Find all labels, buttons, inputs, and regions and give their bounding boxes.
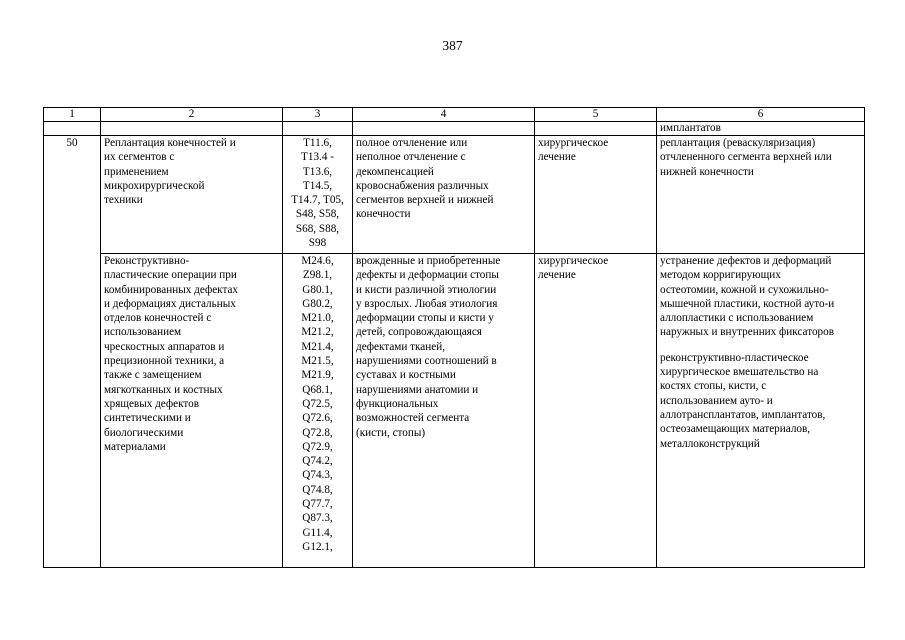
procedure-name-line: биологическими <box>104 426 184 439</box>
treatment-method-line: остеотомии, кожной и сухожильно- <box>660 283 829 296</box>
procedure-name-line: материалами <box>104 440 166 453</box>
treatment-type-line: лечение <box>538 269 576 282</box>
table-cell: имплантатов <box>657 122 865 136</box>
treatment-method-line: аллопластики с использованием <box>660 312 814 325</box>
condition-line: сегментов верхней и нижней <box>356 194 494 207</box>
procedure-name-line: синтетическими и <box>104 412 191 425</box>
treatment-type-line: хирургическое <box>538 137 609 149</box>
table-cell <box>283 122 353 136</box>
header-cell: 4 <box>353 108 535 122</box>
treatment-method-line: хирургическое вмешательство на <box>660 366 819 379</box>
treatment-method-line: мышечной пластики, костной ауто-и <box>660 297 835 310</box>
treatment-method-line: металлоконструкций <box>660 437 760 450</box>
treatment-method-line: костях стопы, кисти, с <box>660 380 767 393</box>
page-number: 387 <box>442 38 463 53</box>
procedure-name-line: применением <box>104 165 169 178</box>
treatment-method-line: реконструктивно-пластическое <box>660 351 809 364</box>
continuation-row <box>44 122 865 136</box>
icd-code: Q74.3, <box>302 469 333 482</box>
icd-code: S98 <box>308 237 327 250</box>
table-row <box>44 254 865 568</box>
condition-line: дефекты и деформации стопы <box>356 269 499 282</box>
header-cell: 2 <box>101 108 283 122</box>
condition-line: нарушениями соотношений в <box>356 355 497 368</box>
treatment-type-line: хирургическое <box>538 255 609 267</box>
treatment-type-cell <box>535 136 657 254</box>
header-row <box>44 108 865 122</box>
procedure-name-cell <box>101 136 283 254</box>
condition-line: деформации стопы и кисти у <box>356 312 494 325</box>
procedure-name-line: техники <box>104 194 143 207</box>
table-cell <box>44 122 101 136</box>
condition-line: возможностей сегмента <box>356 412 470 425</box>
procedure-name-line: их сегментов с <box>104 151 175 164</box>
procedure-name-line: чрескостных аппаратов и <box>104 340 225 353</box>
procedure-name-line: мягкотканных и костных <box>104 383 223 396</box>
procedure-name-line: микрохирургической <box>104 179 205 192</box>
condition-line: дефектами тканей, <box>356 340 446 353</box>
treatment-method-line: наружных и внутренних фиксаторов <box>660 326 835 339</box>
treatment-method-line: устранение дефектов и деформаций <box>660 255 832 267</box>
condition-line: у взрослых. Любая этиология <box>356 297 498 310</box>
icd-code: Q87.3, <box>302 512 333 525</box>
procedure-name-line: и деформациях дистальных <box>104 297 236 310</box>
procedure-name-line: пластические операции при <box>104 269 237 282</box>
condition-line: нарушениями анатомии и <box>356 383 479 396</box>
treatment-type-cell <box>535 254 657 568</box>
row-number-cell: 50 <box>44 136 101 568</box>
paragraph-gap <box>660 340 861 351</box>
icd-code: T14.5, <box>302 179 333 192</box>
treatment-method-line: использованием ауто- и <box>660 394 773 407</box>
condition-cell <box>353 136 535 254</box>
procedure-name-line: хрящевых дефектов <box>104 397 200 410</box>
icd-code: T14.7, T05, <box>291 194 344 207</box>
icd-code: Q72.5, <box>302 397 333 410</box>
condition-line: (кисти, стопы) <box>356 426 426 439</box>
condition-line: декомпенсацией <box>356 165 434 178</box>
icd-code: S48, S58, <box>295 208 340 221</box>
icd-code: T13.4 - <box>301 151 334 164</box>
treatment-method-cell <box>657 136 865 254</box>
table-cell <box>353 122 535 136</box>
icd-code: M21.4, <box>301 340 334 353</box>
icd-code: G80.1, <box>302 283 333 296</box>
condition-line: функциональных <box>356 397 439 410</box>
icd-code: Q68.1, <box>302 383 333 396</box>
procedure-name-line: Реконструктивно- <box>104 255 190 267</box>
condition-line: неполное отчленение с <box>356 151 466 164</box>
icd-codes-cell <box>283 254 353 568</box>
treatment-method-line: реплантация (реваскуляризация) <box>660 137 816 149</box>
condition-line: и кисти различной этиологии <box>356 283 497 296</box>
icd-code: Q77.7, <box>302 498 333 511</box>
treatment-method-cell <box>657 254 865 568</box>
icd-code: S68, S88, <box>295 222 340 235</box>
table-cell <box>535 122 657 136</box>
condition-line: полное отчленение или <box>356 137 468 149</box>
condition-line: конечности <box>356 208 411 221</box>
medical-procedures-table <box>43 107 865 568</box>
icd-code: Q74.8, <box>302 483 333 496</box>
header-cell: 6 <box>657 108 865 122</box>
procedure-name-line: Реплантация конечностей и <box>104 137 236 149</box>
header-cell: 1 <box>44 108 101 122</box>
condition-line: кровоснабжения различных <box>356 179 489 192</box>
icd-code: Q72.8, <box>302 426 333 439</box>
treatment-method-line: методом корригирующих <box>660 269 781 282</box>
treatment-method-line: отчлененного сегмента верхней или <box>660 151 832 164</box>
icd-code: T13.6, <box>302 165 333 178</box>
treatment-method-line: остеозамещающих материалов, <box>660 423 811 436</box>
condition-line: врожденные и приобретенные <box>356 255 501 267</box>
icd-code: G12.1, <box>302 540 333 553</box>
header-cell: 3 <box>283 108 353 122</box>
icd-code: Q74.2, <box>302 455 333 468</box>
procedure-name-line: отделов конечностей с <box>104 312 212 325</box>
icd-code: M21.5, <box>301 355 334 368</box>
icd-code: M21.2, <box>301 326 334 339</box>
table-row <box>44 136 865 254</box>
condition-line: детей, сопровождающаяся <box>356 326 482 339</box>
procedure-name-line: использованием <box>104 326 182 339</box>
treatment-type-line: лечение <box>538 151 576 164</box>
icd-code: Z98.1, <box>302 269 333 282</box>
treatment-method-line: аллотрансплантатов, имплантатов, <box>660 408 826 421</box>
condition-cell <box>353 254 535 568</box>
icd-code: G11.4, <box>302 526 333 539</box>
icd-code: T11.6, <box>303 137 332 149</box>
icd-code: G80.2, <box>302 297 333 310</box>
icd-code: M24.6, <box>301 255 334 267</box>
icd-code: M21.0, <box>301 312 334 325</box>
icd-codes-cell <box>283 136 353 254</box>
condition-line: суставах и костными <box>356 369 456 382</box>
icd-code: Q72.6, <box>302 412 333 425</box>
procedure-name-cell <box>101 254 283 568</box>
table-cell <box>101 122 283 136</box>
procedure-name-line: комбинированных дефектах <box>104 283 239 296</box>
treatment-method-line: нижней конечности <box>660 165 754 178</box>
procedure-name-line: также с замещением <box>104 369 202 382</box>
procedure-name-line: прецизионной техники, а <box>104 355 225 368</box>
header-cell: 5 <box>535 108 657 122</box>
icd-code: M21.9, <box>301 369 334 382</box>
icd-code: Q72.9, <box>302 440 333 453</box>
